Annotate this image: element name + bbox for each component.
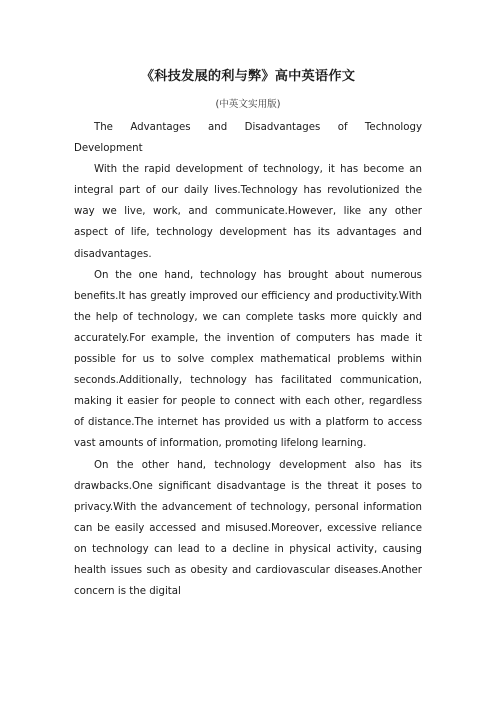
paragraph-intro: With the rapid development of technology, it has become an integral part of our daily lives.Technology has revolutionized the way we live, work, and communicate.However, like any other aspect of life, technology development has its advantages and disadvantages. — [74, 164, 422, 260]
document-subtitle: (中英文实用版) — [215, 99, 281, 110]
paragraph-disadvantages: On the other hand, technology development also has its drawbacks.One significant disadvantage is the threat it poses to privacy.With the advancement of technology, personal information can be easily accessed and misused.Moreover, excessive reliance on technology can lead to a decline in physical activity, causing health issues such as obesity and cardiovascular diseases.Another concern is the digital — [74, 459, 422, 598]
document-title: 《科技发展的利与弊》高中英语作文 — [140, 69, 356, 84]
paragraph-advantages: On the one hand, technology has brought about numerous benefits.It has greatly improved our efficiency and productivity.With the help of technology, we can complete tasks more quickly and accurately.For example, the invention of computers has made it possible for us to solve complex mathematical problems within seconds.Additionally, technology has facilitated communication, making it easier for people to connect with each other, regardless of distance.The internet has provided us with a platform to access vast amounts of information, promoting lifelong learning. — [74, 269, 422, 450]
document-body — [74, 117, 422, 602]
essay-heading: The Advantages and Disadvantages of Technology Development — [74, 122, 422, 155]
